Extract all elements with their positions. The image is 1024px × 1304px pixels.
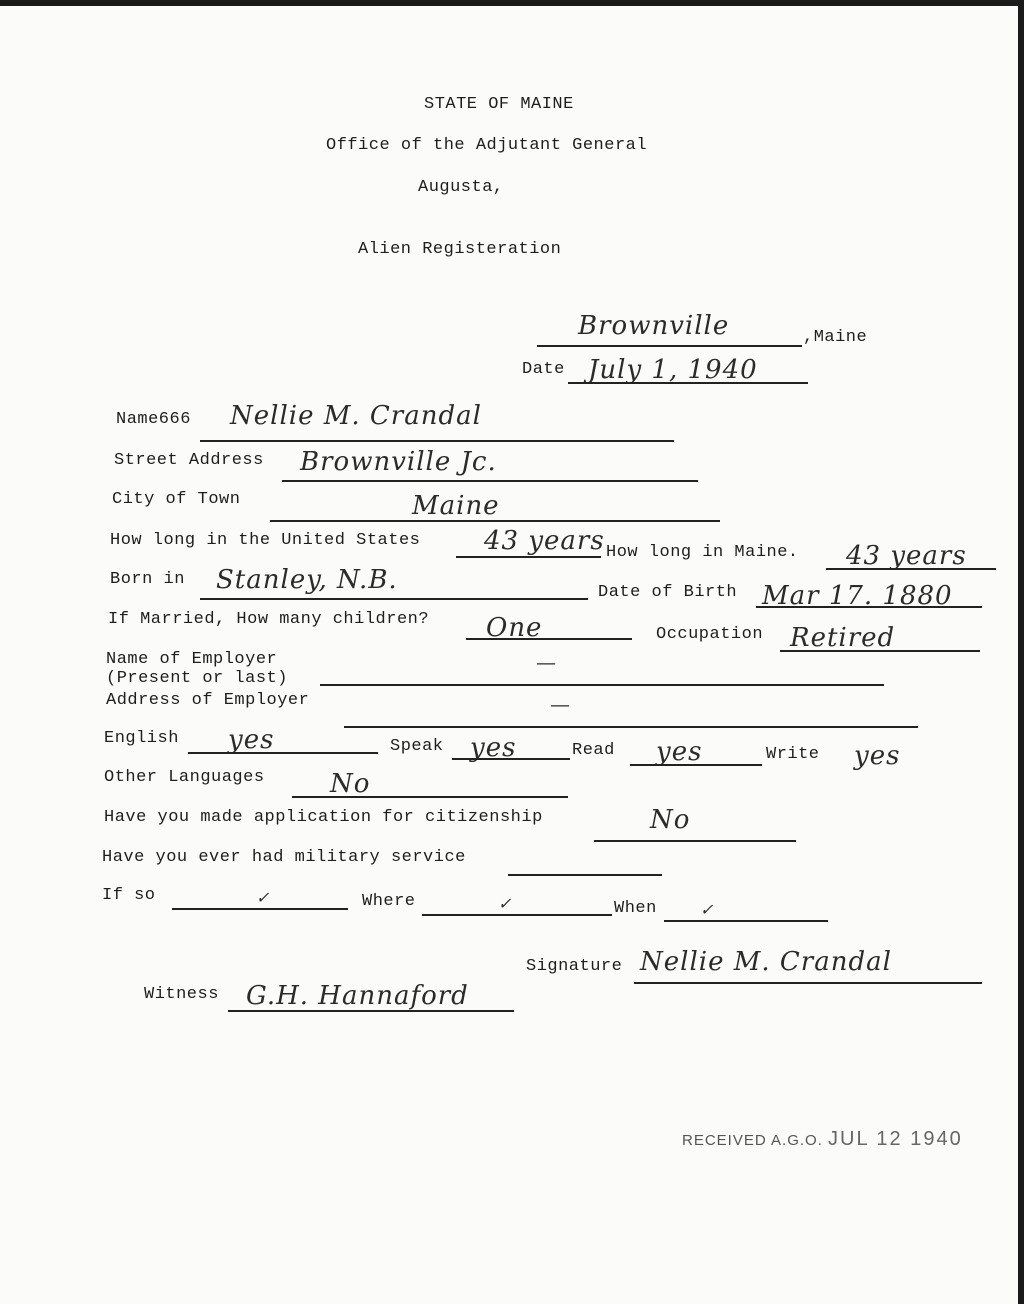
speak-label: Speak (390, 737, 444, 756)
scan-border-top (0, 0, 1024, 6)
military-line (508, 874, 662, 876)
employer-name-sublabel: (Present or last) (106, 669, 288, 688)
employer-address-value: — (550, 692, 571, 716)
date-value: July 1, 1940 (588, 355, 758, 385)
english-line (188, 752, 378, 754)
street-value: Brownville Jc. (300, 447, 497, 477)
speak-value: yes (470, 733, 517, 763)
dob-label: Date of Birth (598, 583, 738, 602)
occupation-value: Retired (790, 623, 896, 653)
street-label: Street Address (114, 451, 264, 470)
where-value: ✓ (498, 894, 513, 913)
citizenship-label: Have you made application for citizenship (104, 808, 543, 827)
how-long-us-label: How long in the United States (110, 531, 421, 550)
place-line (537, 345, 802, 347)
city-line (270, 520, 720, 522)
dob-line (756, 606, 982, 608)
military-label: Have you ever had military service (102, 848, 466, 867)
witness-value: G.H. Hannaford (246, 981, 469, 1011)
write-label: Write (766, 745, 820, 764)
dob-value: Mar 17. 1880 (762, 581, 953, 611)
english-label: English (104, 729, 179, 748)
scan-border-right (1018, 0, 1024, 1304)
other-lang-line (292, 796, 568, 798)
employer-address-line (344, 726, 918, 728)
header-city: Augusta, (418, 178, 504, 197)
name-line (200, 440, 674, 442)
when-value: ✓ (700, 900, 715, 919)
when-label: When (614, 899, 657, 918)
read-line (630, 764, 762, 766)
if-so-line (172, 908, 348, 910)
signature-line (634, 982, 982, 984)
children-label: If Married, How many children? (108, 610, 430, 629)
city-value: Maine (412, 491, 500, 521)
place-suffix: ,Maine (803, 328, 868, 347)
read-label: Read (572, 741, 615, 760)
employer-address-label: Address of Employer (106, 691, 310, 710)
city-label: City of Town (112, 490, 241, 509)
other-lang-label: Other Languages (104, 768, 265, 787)
received-stamp-date: JUL 12 1940 (828, 1128, 963, 1150)
how-long-maine-value: 43 years (846, 541, 967, 571)
citizenship-value: No (650, 805, 691, 835)
employer-name-label: Name of Employer (106, 650, 278, 669)
how-long-maine-label: How long in Maine. (606, 543, 799, 562)
header-title: Alien Registeration (358, 240, 562, 259)
born-line (200, 598, 588, 600)
signature-label: Signature (526, 957, 623, 976)
received-stamp-text: RECEIVED A.G.O. (682, 1132, 823, 1149)
children-line (466, 638, 632, 640)
where-label: Where (362, 892, 416, 911)
employer-name-line (320, 684, 884, 686)
citizenship-line (594, 840, 796, 842)
signature-value: Nellie M. Crandal (640, 947, 892, 977)
name-value: Nellie M. Crandal (230, 401, 482, 431)
occupation-label: Occupation (656, 625, 764, 644)
received-stamp (682, 1128, 963, 1151)
born-value: Stanley, N.B. (216, 565, 398, 595)
witness-line (228, 1010, 514, 1012)
when-line (664, 920, 828, 922)
date-label: Date (522, 360, 565, 379)
street-line (282, 480, 698, 482)
write-value: yes (854, 741, 901, 771)
how-long-us-line (456, 556, 601, 558)
header-office: Office of the Adjutant General (326, 136, 648, 155)
how-long-maine-line (826, 568, 996, 570)
born-label: Born in (110, 570, 185, 589)
employer-name-value: — (536, 650, 557, 674)
witness-label: Witness (144, 985, 219, 1004)
speak-line (452, 758, 570, 760)
read-value: yes (656, 737, 703, 767)
header-state: STATE OF MAINE (424, 95, 574, 114)
where-line (422, 914, 612, 916)
if-so-label: If so (102, 886, 156, 905)
occupation-line (780, 650, 980, 652)
children-value: One (486, 613, 543, 643)
if-so-value: ✓ (256, 888, 271, 907)
place-value: Brownville (578, 311, 730, 341)
name-label: Name666 (116, 410, 191, 429)
how-long-us-value: 43 years (484, 526, 605, 556)
other-lang-value: No (330, 769, 371, 799)
date-line (568, 382, 808, 384)
english-value: yes (228, 725, 275, 755)
